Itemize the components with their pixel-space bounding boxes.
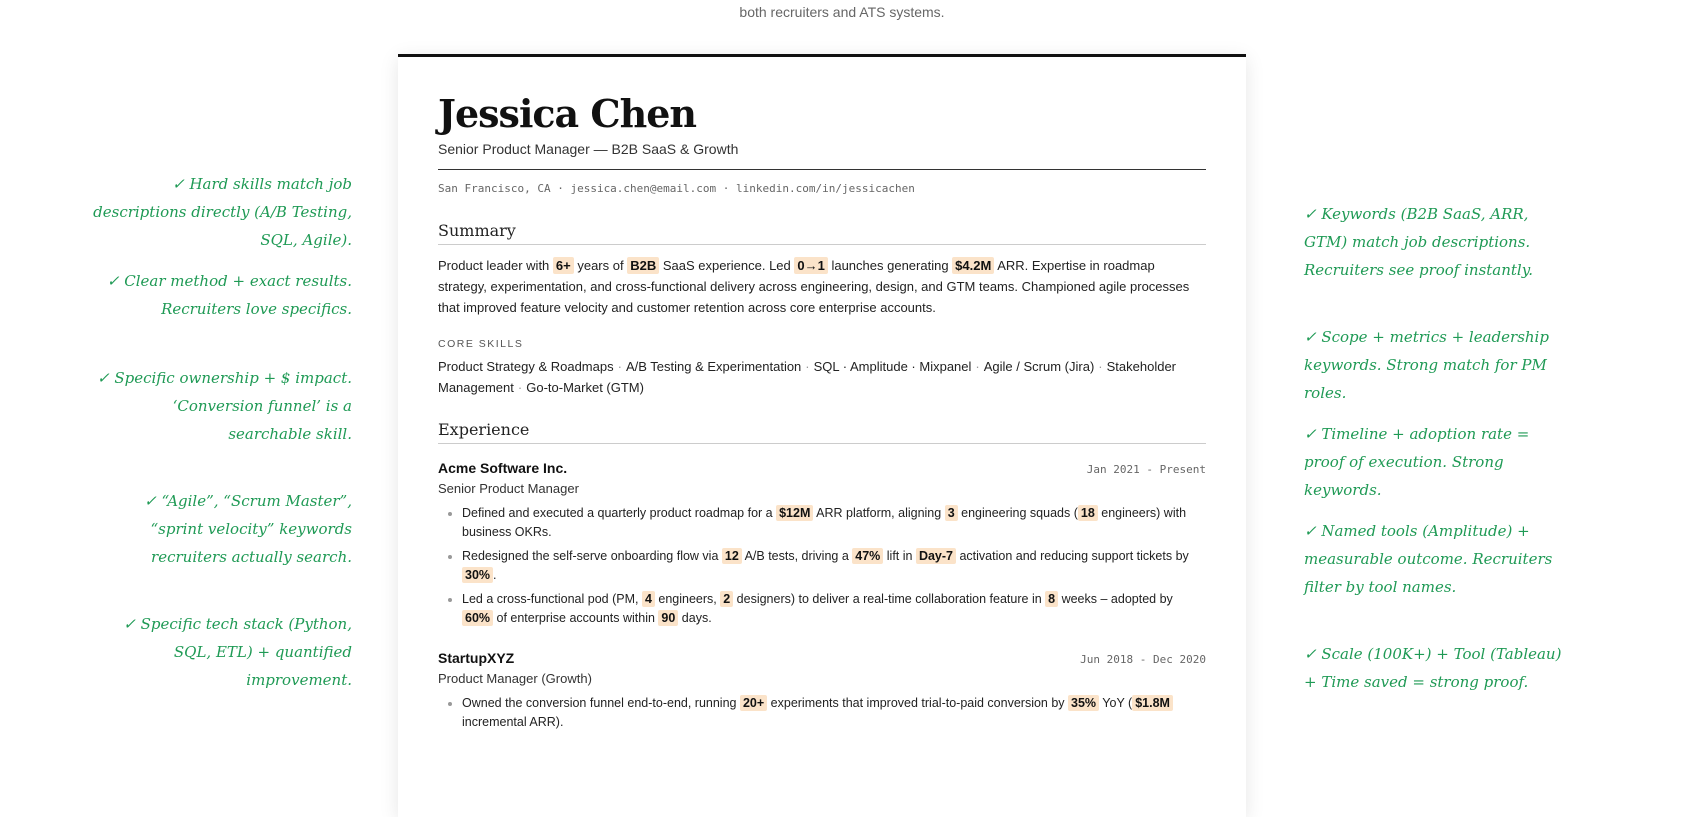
job-bullet: • Defined and executed a quarterly product roadmap for a $12M ARR platform, aligning 3 engineering squads ( 18 engineers) with business OKRs.	[462, 504, 1206, 542]
metric-highlight: 90	[658, 610, 678, 626]
summary-text: Product leader with 6+ years of B2B SaaS experience. Led 0→1 launches generating $4.2M ARR. Expertise in roadmap strategy, experimentation, and cross-functional delivery across engineering, design, and GTM teams. Championed agile processes that improved feature velocity and customer retention across core enterprise accounts.	[438, 258, 1190, 315]
metric-highlight: 3	[945, 505, 958, 521]
job-role: Senior Product Manager	[438, 481, 579, 496]
skill-item: Stakeholder Management	[438, 359, 1177, 395]
metric-highlight: 47%	[852, 548, 883, 564]
annotation-note: ✓ Specific tech stack (Python, SQL, ETL) + quantified improvement.	[123, 615, 352, 689]
section-title-summary: Summary	[438, 221, 1206, 245]
summary-section	[438, 221, 1206, 398]
metric-highlight: 60%	[462, 610, 493, 626]
job-role: Product Manager (Growth)	[438, 671, 592, 686]
metric-highlight: 30%	[462, 567, 493, 583]
job-bullet: • Owned the conversion funnel end-to-end, running 20+ experiments that improved trial-to-paid conversion by 35% YoY ( $1.8M incremental ARR).	[462, 694, 1206, 732]
skill-item: SQL · Amplitude · Mixpanel	[813, 359, 972, 374]
section-title-experience: Experience	[438, 420, 1206, 444]
skill-item: Product Strategy & Roadmaps	[438, 359, 614, 374]
metric-highlight: 18	[1078, 505, 1098, 521]
annotation-note: ✓ Named tools (Amplitude) + measurable outcome. Recruiters filter by tool names.	[1304, 522, 1553, 596]
annotation-note: ✓ Specific ownership + $ impact. ‘Conversion funnel’ is a searchable skill.	[97, 369, 352, 443]
metric-highlight: 12	[722, 548, 742, 564]
metric-highlight: Day-7	[916, 548, 956, 564]
core-skills-list: Product Strategy & Roadmaps · A/B Testing & Experimentation · SQL · Amplitude · Mixpanel · Agile / Scrum (Jira) · Stakeholder Management · Go-to-Market (GTM)	[438, 359, 1177, 395]
skill-item: Go-to-Market (GTM)	[526, 380, 644, 395]
metric-highlight: $12M	[776, 505, 813, 521]
annotation-note: ✓ Scale (100K+) + Tool (Tableau) + Time saved = strong proof.	[1304, 645, 1562, 691]
annotation-note: ✓ Timeline + adoption rate = proof of execution. Strong keywords.	[1304, 425, 1530, 499]
metric-highlight: 20+	[740, 695, 767, 711]
intro-text: both recruiters and ATS systems.	[739, 4, 945, 20]
annotation-note: ✓ “Agile”, “Scrum Master”, “sprint velocity” keywords recruiters actually search.	[144, 492, 352, 566]
annotation-note: ✓ Clear method + exact results. Recruiters love specifics.	[106, 272, 352, 318]
annotation-note: ✓ Hard skills match job descriptions directly (A/B Testing, SQL, Agile).	[93, 175, 352, 249]
resume-headline: Senior Product Manager — B2B SaaS & Growth	[438, 141, 739, 157]
job-dates: Jun 2018 - Dec 2020	[1080, 653, 1206, 666]
skill-item: Agile / Scrum (Jira)	[983, 359, 1095, 374]
metric-highlight: 2	[720, 591, 733, 607]
header-divider	[438, 169, 1206, 170]
job-dates: Jan 2021 - Present	[1086, 463, 1206, 476]
metric-highlight: 8	[1045, 591, 1058, 607]
metric-highlight: 4	[642, 591, 655, 607]
experience-section	[438, 420, 1206, 732]
company-name: StartupXYZ	[438, 650, 515, 666]
metric-highlight: 0→1	[794, 257, 827, 274]
job-bullet: • Redesigned the self-serve onboarding flow via 12 A/B tests, driving a 47% lift in Day-7 activation and reducing support tickets by 30% .	[462, 547, 1206, 585]
metric-highlight: 35%	[1068, 695, 1099, 711]
metric-highlight: $4.2M	[952, 257, 994, 274]
contact-line: San Francisco, CA · jessica.chen@email.com · linkedin.com/in/jessicachen	[438, 182, 915, 195]
metric-highlight: B2B	[627, 257, 659, 274]
annotation-note: ✓ Scope + metrics + leadership keywords. Strong match for PM roles.	[1304, 328, 1549, 402]
resume-document	[398, 54, 1246, 817]
core-skills-label: CORE SKILLS	[438, 338, 524, 350]
company-name: Acme Software Inc.	[438, 460, 568, 476]
job-bullet: • Led a cross-functional pod (PM, 4 engineers, 2 designers) to deliver a real-time collaboration feature in 8 weeks – adopted by 60% of enterprise accounts within 90 days.	[462, 590, 1206, 628]
job-entry	[438, 650, 1206, 732]
metric-highlight: 6+	[553, 257, 574, 274]
resume-name: Jessica Chen	[438, 91, 697, 136]
annotation-note: ✓ Keywords (B2B SaaS, ARR, GTM) match job descriptions. Recruiters see proof instantly.	[1304, 205, 1533, 279]
job-entry	[438, 460, 1206, 628]
metric-highlight: $1.8M	[1132, 695, 1173, 711]
skill-item: A/B Testing & Experimentation	[625, 359, 802, 374]
